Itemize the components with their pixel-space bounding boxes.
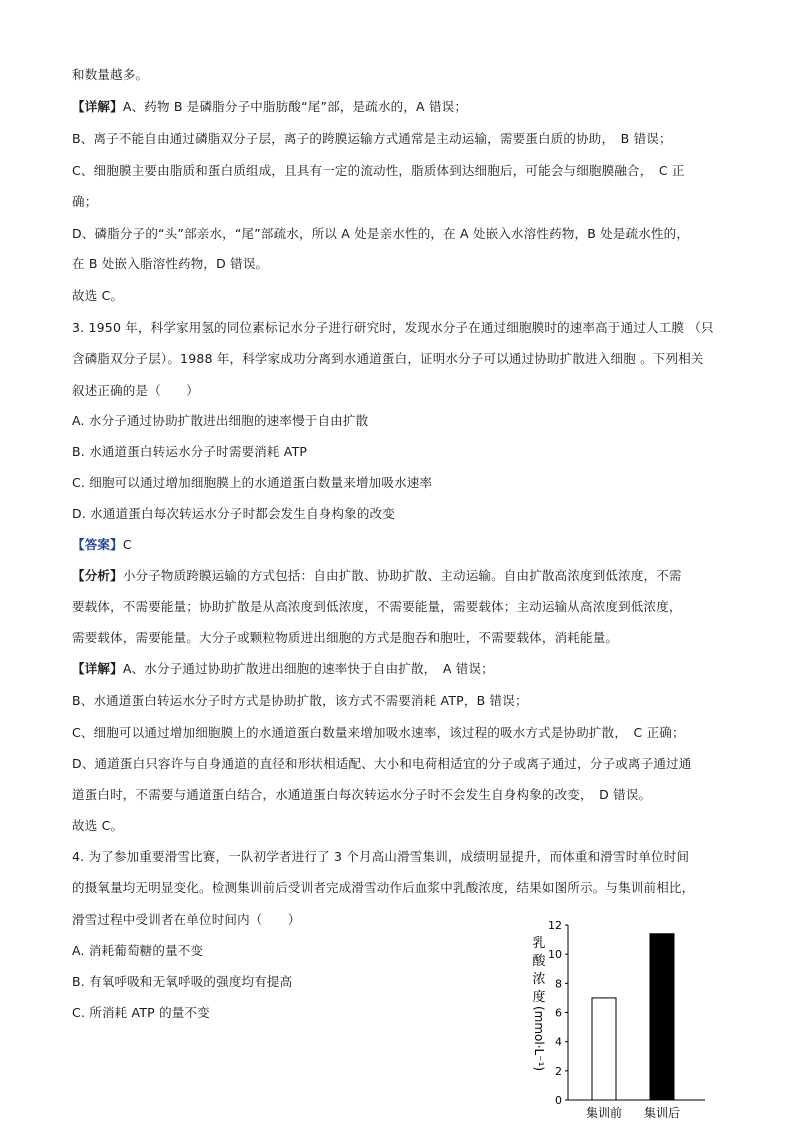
- option-c: C. 所消耗 ATP 的量不变: [72, 1005, 210, 1020]
- y-tick-label: 8: [555, 977, 562, 991]
- x-tick-labels: [586, 1105, 680, 1120]
- detail-tag: 【详解】: [72, 661, 123, 676]
- text-line: 道蛋白时，不需要与通道蛋白结合，水通道蛋白每次转运水分子时不会发生自身构象的改变， D 错误。: [72, 787, 652, 802]
- detail-text: A、水分子通过协助扩散进出细胞的速率快于自由扩散， A 错误；: [122, 661, 494, 676]
- detail-text: A、药物 B 是磷脂分子中脂肪酸“尾”部，是疏水的，A 错误；: [122, 99, 468, 114]
- text-line: B、水通道蛋白转运水分子时方式是协助扩散，该方式不需要消耗 ATP，B 错误；: [72, 693, 528, 708]
- x-tick-label: 集训后: [643, 1106, 681, 1120]
- text-line: 要载体，不需要能量；协助扩散是从高浓度到低浓度，不需要能量，需要载体；主动运输从高浓度到低浓度，: [72, 599, 682, 614]
- y-tick-label: 12: [548, 919, 562, 932]
- bars: [592, 934, 674, 1100]
- question-4: 4. 为了参加重要滑雪比赛，一队初学者进行了 3 个月高山滑雪集训，成绩明显提升，而体重和滑雪时单位时间: [72, 849, 690, 864]
- y-axis-title: [532, 936, 546, 1071]
- lactate-bar-chart: [520, 912, 720, 1123]
- answer-text: C: [122, 537, 132, 552]
- text-line: C、细胞膜主要由脂质和蛋白质组成，且具有一定的流动性，脂质体到达细胞后，可能会与细胞膜融合， C 正: [72, 163, 685, 178]
- y-tick-label: 10: [548, 948, 562, 962]
- text-line: C、细胞可以通过增加细胞膜上的水通道蛋白数量来增加吸水速率，该过程的吸水方式是协助扩散， C 正确；: [72, 725, 685, 740]
- option-b: B. 有氧呼吸和无氧呼吸的强度均有提高: [72, 974, 293, 989]
- text-line: 确；: [72, 194, 98, 209]
- text-line: D、磷脂分子的“头”部亲水，“尾”部疏水，所以 A 处是亲水性的，在 A 处嵌入水溶性药物，B 处是疏水性的，: [72, 226, 690, 241]
- question-3: 3. 1950 年，科学家用氢的同位素标记水分子进行研究时，发现水分子在通过细胞膜时的速率高于通过人工膜 （只: [72, 320, 714, 335]
- option-b: B. 水通道蛋白转运水分子时需要消耗 ATP: [72, 444, 308, 459]
- y-tick-label: 2: [555, 1064, 562, 1078]
- y-axis-title-char-3: 浓: [532, 972, 546, 987]
- text-line: B、离子不能自由通过磷脂双分子层，离子的跨膜运输方式通常是主动运输，需要蛋白质的协助， B 错误；: [72, 131, 672, 146]
- answer-tag: 【答案】: [72, 537, 123, 552]
- y-axis-title-char-1: 乳: [532, 936, 546, 951]
- answer-line: [72, 537, 132, 553]
- detail-line: [72, 99, 467, 115]
- text-line: 故选 C。: [72, 288, 124, 303]
- text-line: 含磷脂双分子层）。1988 年，科学家成功分离到水通道蛋白，证明水分子可以通过协助扩散进入细胞 。下列相关: [72, 351, 704, 366]
- y-tick-label: 4: [555, 1035, 562, 1049]
- option-a: A. 消耗葡萄糖的量不变: [72, 943, 204, 958]
- y-tick-label: 0: [555, 1094, 562, 1107]
- y-axis-title-char-2: 酸: [532, 954, 546, 969]
- y-axis-unit: (mmol·L⁻¹): [532, 1006, 546, 1072]
- option-d: D. 水通道蛋白每次转运水分子时都会发生自身构象的改变: [72, 506, 395, 521]
- analysis-line: [72, 568, 682, 584]
- detail-tag: 【详解】: [72, 99, 123, 114]
- text-line: 的摄氧量均无明显变化。检测集训前后受训者完成滑雪动作后血浆中乳酸浓度，结果如图所示。与集训前相比，: [72, 880, 695, 895]
- analysis-text: 小分子物质跨膜运输的方式包括：自由扩散、协助扩散、主动运输。自由扩散高浓度到低浓度，不需: [122, 568, 682, 583]
- text-line: D、通道蛋白只容许与自身通道的直径和形状相适配、大小和电荷相适宜的分子或离子通过，分子或离子通过通: [72, 756, 692, 771]
- detail-line: [72, 661, 494, 677]
- option-a: A. 水分子通过协助扩散进出细胞的速率慢于自由扩散: [72, 413, 369, 428]
- text-line: 叙述正确的是（ ）: [72, 383, 200, 398]
- y-tick-label: 6: [555, 1006, 562, 1020]
- bar-after-training: [650, 934, 674, 1100]
- y-ticks: [548, 919, 568, 1107]
- option-c: C. 细胞可以通过增加细胞膜上的水通道蛋白数量来增加吸水速率: [72, 475, 433, 490]
- analysis-tag: 【分析】: [72, 568, 123, 583]
- text-line: 和数量越多。: [72, 67, 149, 82]
- bar-before-training: [592, 998, 616, 1100]
- text-line: 滑雪过程中受训者在单位时间内（ ）: [72, 912, 301, 927]
- x-tick-label: 集训前: [585, 1106, 623, 1120]
- text-line: 在 B 处嵌入脂溶性药物，D 错误。: [72, 256, 269, 271]
- y-axis-title-char-4: 度: [532, 990, 546, 1005]
- text-line: 需要载体，需要能量。大分子或颗粒物质进出细胞的方式是胞吞和胞吐，不需要载体，消耗能量。: [72, 630, 619, 645]
- text-line: 故选 C。: [72, 818, 124, 833]
